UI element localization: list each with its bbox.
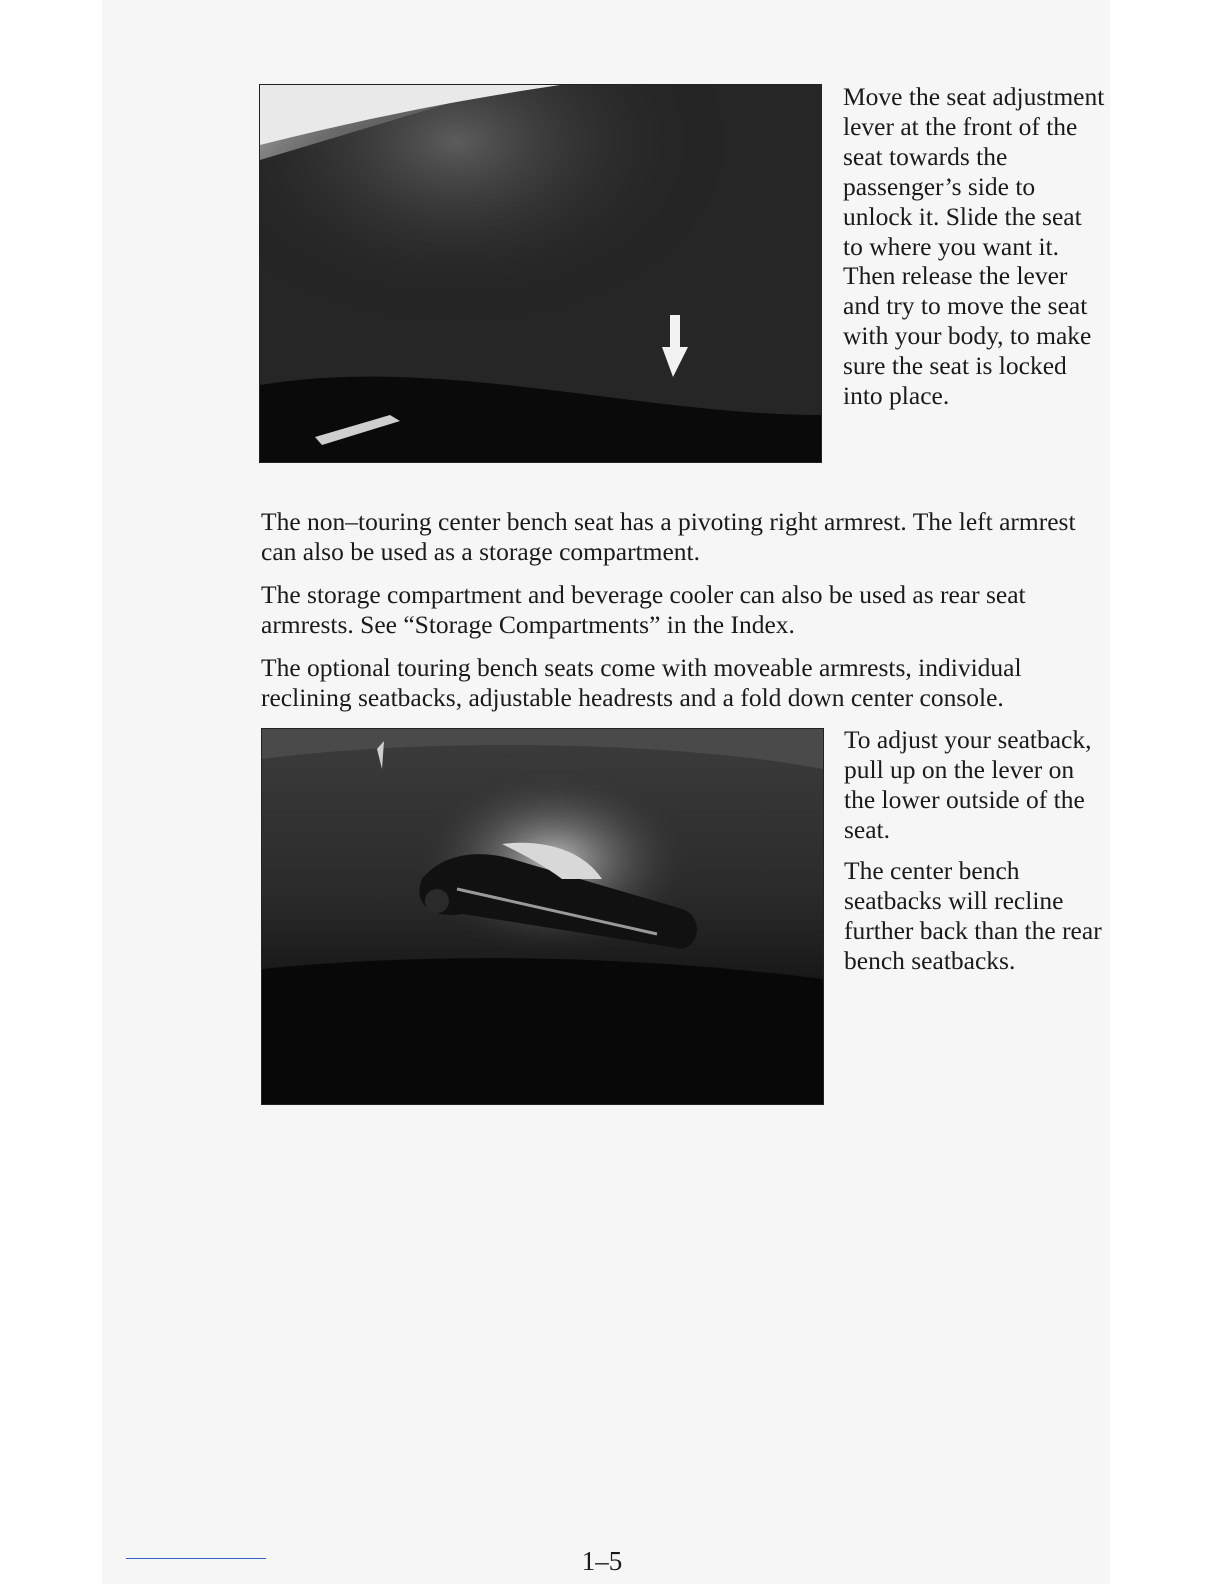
page-number-label: 1–5 <box>581 1546 623 1576</box>
seat-adjustment-instructions: Move the seat adjustment lever at the front of the seat towards the passenger’s side to unlock it. Slide the seat to where you want it. Then release the lever and try to move the seat with your body, to make sure the seat is locked into place. <box>843 82 1105 411</box>
seatback-lever-photo <box>261 728 824 1105</box>
footer-rule <box>126 1558 266 1559</box>
seatback-adjustment-instructions: To adjust your seatback, pull up on the lever on the lower outside of the seat. <box>844 725 1092 844</box>
paragraph-touring-bench: The optional touring bench seats come with moveable armrests, individual reclining seatbacks, adjustable headrests and a fold down center console. <box>261 653 1022 712</box>
paragraph-armrest: The non–touring center bench seat has a pivoting right armrest. The left armrest can also be used as a storage compartment. <box>261 507 1076 566</box>
seat-adjustment-lever-photo <box>259 84 822 463</box>
page-number <box>0 1546 1224 1577</box>
paragraph-storage-compartment: The storage compartment and beverage cooler can also be used as rear seat armrests. See “Storage Compartments” in the Index. <box>261 580 1026 639</box>
center-bench-recline-note: The center bench seatbacks will recline further back than the rear bench seatbacks. <box>844 856 1102 975</box>
